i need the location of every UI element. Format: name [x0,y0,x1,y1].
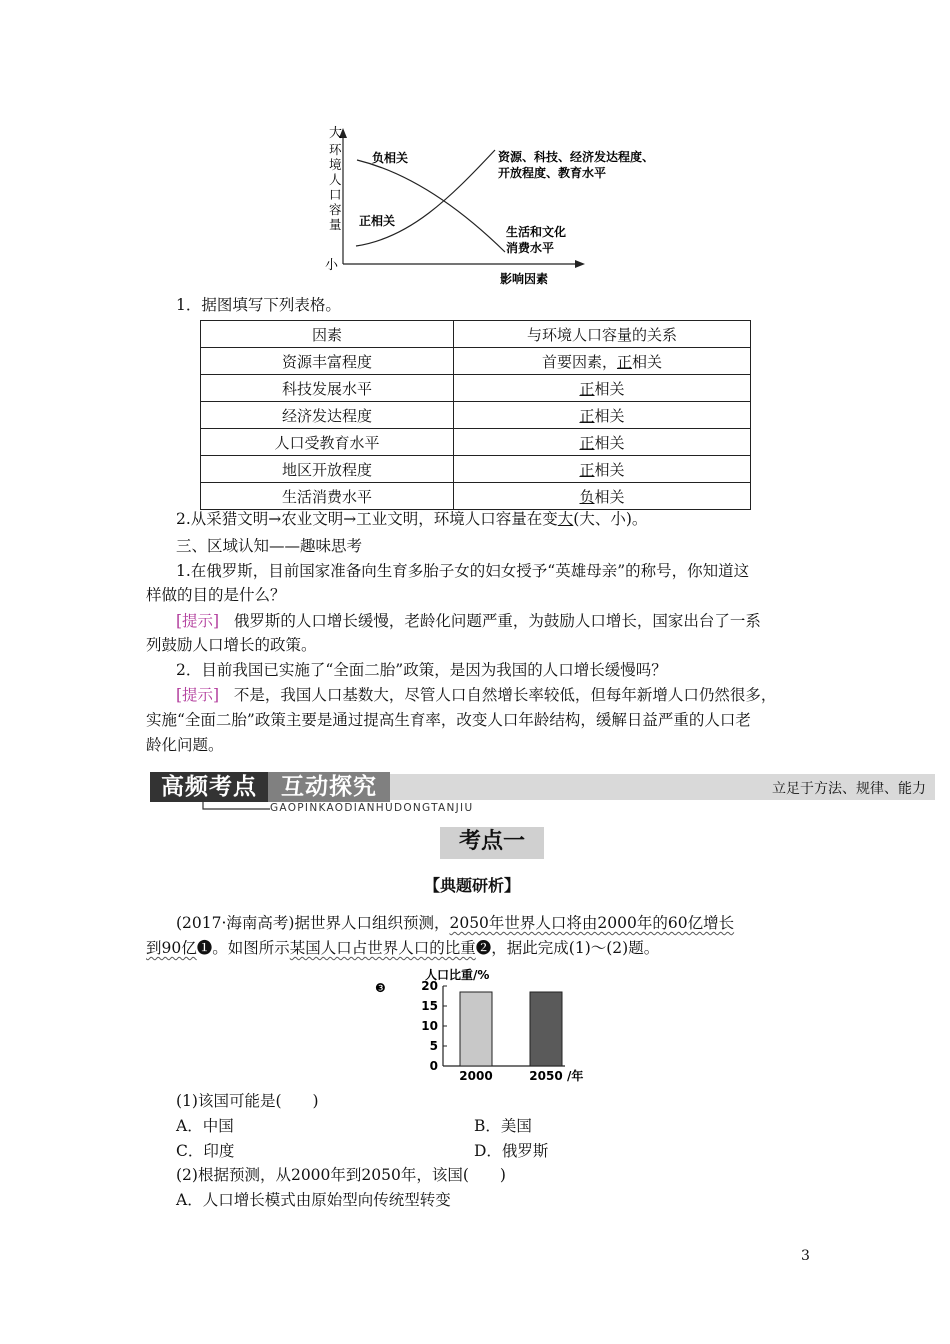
table-header: 与环境人口容量的关系 [454,321,751,348]
banner-title-part2: 互动探究 [268,772,390,802]
section-heading: 三、区域认知——趣味思考 [176,537,363,555]
relation-cell: 正相关 [454,375,751,402]
x-axis-arrow [575,260,585,268]
relation-cell: 正相关 [454,402,751,429]
negative-factors-label-2: 消费水平 [506,241,555,255]
positive-factors-label: 资源、科技、经济发达程度、 [498,150,655,164]
table-row [201,402,751,429]
banner-bracket-line [202,800,272,814]
y-top-label: 大 [329,126,343,141]
option-d: D．俄罗斯 [474,1142,549,1160]
marker-1: ❶ [196,939,213,957]
page-number: 3 [801,1248,810,1264]
positive-curve-label: 正相关 [359,214,396,228]
hint-label: [提示] [176,686,220,704]
factor-cell: 生活消费水平 [201,483,454,510]
chart-bar [530,992,562,1066]
chart-y-tick-label: 5 [429,1039,438,1053]
question-2: 2.从采猎文明→农业文明→工业文明，环境人口容量在变大(大、小)。 [176,510,648,528]
banner-subtitle: GAOPINKAODIANHUDONGTANJIU [270,802,474,814]
chart-marker: ❸ [375,981,386,995]
question-1: 1．据图填写下列表格。 [176,296,341,314]
hint-1-cont: 列鼓励人口增长的政策。 [146,636,317,654]
negative-curve-label: 负相关 [372,151,409,165]
think-question-1: 1.在俄罗斯，目前国家准备向生育多胎子女的妇女授予“英雄母亲”的称号，你知道这 [176,562,750,580]
hint-2-cont-2: 龄化问题。 [146,736,224,754]
question-stem-cont: 到90亿❶。如图所示某国人口占世界人口的比重❷，据此完成(1)～(2)题。 [146,939,660,957]
marker-2: ❷ [475,939,492,957]
y-axis-label: 环境人口容量 [329,142,342,232]
chart-y-tick-label: 20 [421,979,438,993]
answer-blank: 正 [579,379,595,398]
hint-2-cont: 实施“全面二胎”政策主要是通过提高生育率，改变人口年龄结构，缓解日益严重的人口老 [146,711,751,729]
factor-cell: 人口受教育水平 [201,429,454,456]
sub-question-1: (1)该国可能是( ) [176,1092,319,1110]
banner-tagline: 立足于方法、规律、能力 [772,781,926,797]
negative-factors-label: 生活和文化 [506,225,567,239]
think-question-1-cont: 样做的目的是什么？ [146,586,286,604]
chart-x-label: /年 [567,1069,584,1083]
hint-2: [提示] 不是，我国人口基数大，尽管人口自然增长率较低，但每年新增人口仍然很多， [176,686,777,704]
chart-x-tick-label: 2000 [459,1069,493,1083]
relation-cell: 正相关 [454,429,751,456]
option-b: B．美国 [474,1117,532,1135]
factor-cell: 经济发达程度 [201,402,454,429]
factor-cell: 科技发展水平 [201,375,454,402]
answer-blank: 正 [579,406,595,425]
chart-bar [460,992,492,1066]
hint-1: [提示] 俄罗斯的人口增长缓慢，老龄化问题严重，为鼓励人口增长，国家出台了一系 [176,612,761,630]
question-stem: (2017·海南高考)据世界人口组织预测，2050年世界人口将由2000年的60亿增长 [176,914,735,932]
chart-y-tick-label: 10 [421,1019,438,1033]
answer-blank: 负 [579,487,595,506]
table-row [201,348,751,375]
relation-cell: 首要因素，正相关 [454,348,751,375]
population-share-chart [375,962,605,1084]
dianti-heading: 【典题研析】 [424,876,521,895]
factor-table [200,320,751,510]
table-row [201,375,751,402]
negative-curve [357,160,505,252]
answer-blank: 正 [579,433,595,452]
table-row [201,456,751,483]
chart-y-label: 人口比重/% [425,968,490,982]
y-bottom-label: 小 [325,258,339,273]
table-row [201,483,751,510]
x-axis-label: 影响因素 [500,272,549,286]
answer-blank: 大 [557,510,574,528]
factor-cell: 地区开放程度 [201,456,454,483]
hint-label: [提示] [176,612,220,630]
option-c: C．印度 [176,1142,235,1160]
factor-cell: 资源丰富程度 [201,348,454,375]
answer-blank: 正 [616,352,632,371]
chart-y-tick-label: 0 [429,1059,438,1073]
table-row [201,429,751,456]
kaodian-title: 考点一 [440,827,544,859]
sub-question-2: (2)根据预测，从2000年到2050年，该国( ) [176,1166,506,1184]
table-header: 因素 [201,321,454,348]
option-a: A．中国 [176,1117,234,1135]
relation-cell: 正相关 [454,456,751,483]
think-question-2: 2．目前我国已实施了“全面二胎”政策，是因为我国的人口增长缓慢吗？ [176,661,667,679]
relation-cell: 负相关 [454,483,751,510]
chart-y-tick-label: 15 [421,999,438,1013]
banner-title-part1: 高频考点 [150,772,268,802]
answer-blank: 正 [579,460,595,479]
option-a-2: A．人口增长模式由原始型向传统型转变 [176,1191,451,1209]
table-header-row [201,321,751,348]
positive-factors-label-2: 开放程度、教育水平 [498,166,607,180]
chart-x-tick-label: 2050 [529,1069,563,1083]
environment-capacity-diagram [300,118,700,290]
